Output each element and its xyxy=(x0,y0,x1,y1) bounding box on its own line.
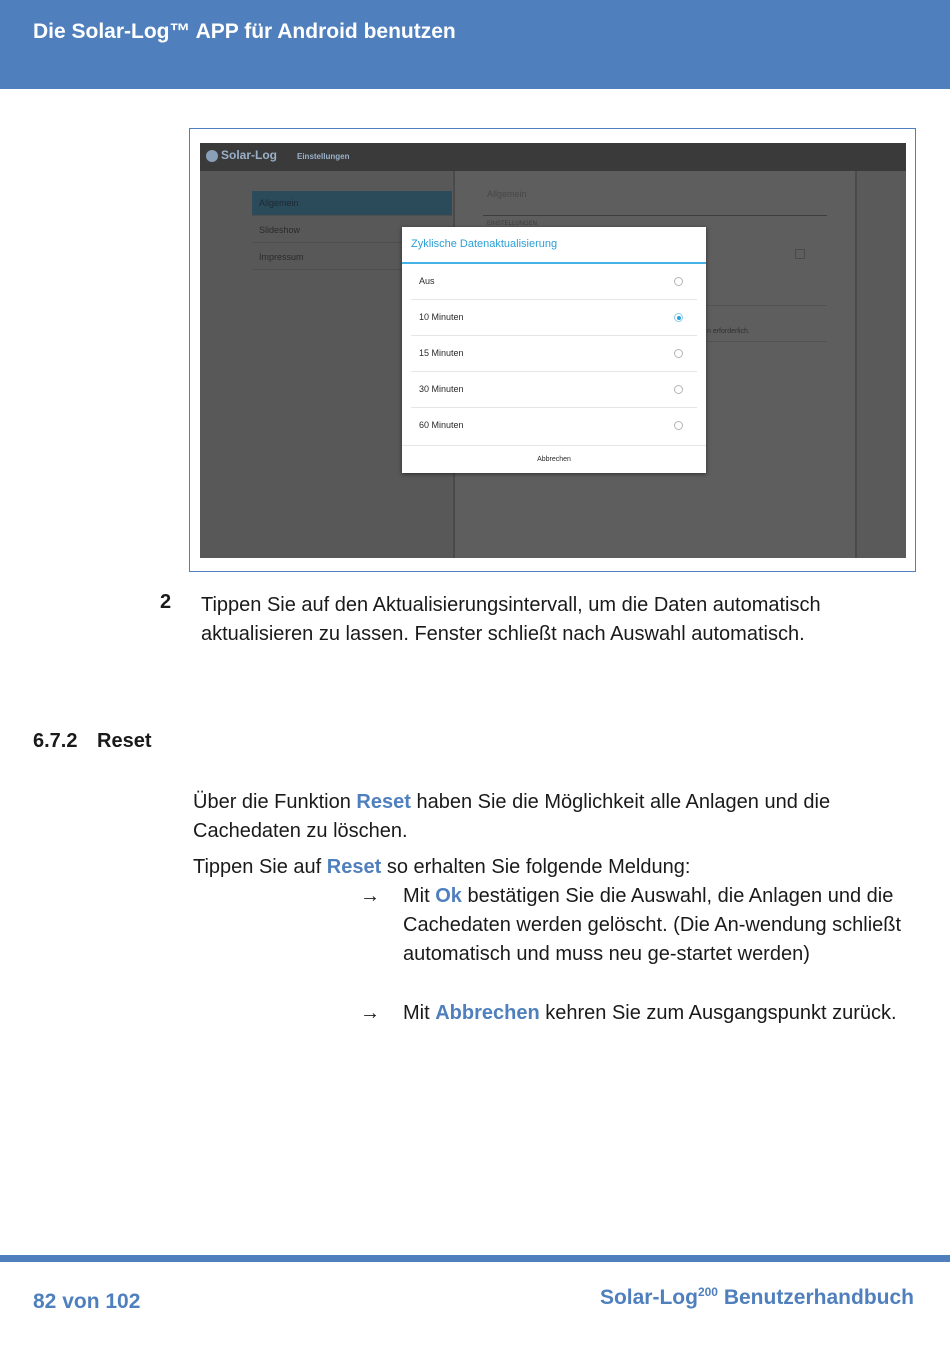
dialog-cancel-button[interactable]: Abbrechen xyxy=(402,445,706,474)
step-text: Tippen Sie auf den Aktualisierungsintervall, um die Daten automatisch aktualisieren zu lassen. Fenster schließt nach Auswahl automatisch. xyxy=(201,594,821,645)
app-bar-title: Einstellungen xyxy=(297,152,350,161)
page-header xyxy=(0,0,950,89)
option-label: Aus xyxy=(419,276,435,286)
option-15-minuten[interactable] xyxy=(402,336,706,372)
solar-log-logo: Solar-Log xyxy=(206,148,277,162)
nav-item-allgemein[interactable]: Allgemein xyxy=(252,191,452,216)
nav-item-slideshow[interactable]: Slideshow xyxy=(252,218,452,243)
highlight-reset: Reset xyxy=(326,856,382,878)
radio-icon[interactable] xyxy=(674,277,683,286)
arrow-right-icon: → xyxy=(360,1002,380,1024)
detail-note: n erforderlich. xyxy=(707,328,750,335)
radio-icon[interactable] xyxy=(674,349,683,358)
highlight-ok: Ok xyxy=(435,885,462,907)
bullet-ok xyxy=(360,882,920,969)
screenshot-frame xyxy=(189,128,916,572)
detail-heading: Allgemein xyxy=(487,189,527,199)
update-interval-dialog xyxy=(402,227,706,473)
app-screenshot xyxy=(200,143,906,558)
bullet-text: Mit Ok bestätigen Sie die Auswahl, die Anlagen und die Cachedaten werden gelöscht. (Die An-wendung schließt automatisch und muss neu ge-startet werden) xyxy=(403,885,902,965)
option-label: 30 Minuten xyxy=(419,384,464,394)
radio-icon[interactable] xyxy=(674,421,683,430)
app-action-bar xyxy=(200,143,906,171)
option-60-minuten[interactable] xyxy=(402,408,706,444)
radio-selected-icon[interactable] xyxy=(674,313,683,322)
setting-checkbox[interactable] xyxy=(795,249,805,259)
option-aus[interactable] xyxy=(402,264,706,300)
bullet-text: Mit Abbrechen kehren Sie zum Ausgangspunkt zurück. xyxy=(403,1002,897,1024)
page-number: 82 von 102 xyxy=(33,1290,141,1313)
header-title: Die Solar-Log™ APP für Android benutzen xyxy=(33,20,456,43)
highlight-abbrechen: Abbrechen xyxy=(435,1002,540,1024)
option-10-minuten[interactable] xyxy=(402,300,706,336)
option-30-minuten[interactable] xyxy=(402,372,706,408)
section-title: Reset xyxy=(97,730,152,752)
paragraph-reset-intro: Über die Funktion Reset haben Sie die Möglichkeit alle Anlagen und die Cachedaten zu löschen. xyxy=(193,791,831,842)
paragraph-reset-tap: Tippen Sie auf Reset so erhalten Sie folgende Meldung: xyxy=(193,856,691,878)
radio-icon[interactable] xyxy=(674,385,683,394)
footer-product: Solar-Log$^{200}$ Benutzerhandbuch xyxy=(599,1285,914,1309)
arrow-right-icon: → xyxy=(360,885,380,907)
section-number: 6.7.2 xyxy=(33,730,78,752)
highlight-reset: Reset xyxy=(356,791,411,813)
logo-sun-icon xyxy=(206,150,218,162)
footer-rule xyxy=(0,1255,950,1262)
step-number: 2 xyxy=(160,591,172,613)
option-label: 15 Minuten xyxy=(419,348,464,358)
divider xyxy=(483,215,827,216)
dialog-title: Zyklische Datenaktualisierung xyxy=(411,238,558,250)
nav-item-impressum[interactable]: Impressum xyxy=(252,245,452,270)
option-label: 10 Minuten xyxy=(419,312,464,322)
detail-subheading: EINSTELLUNGEN xyxy=(487,221,538,227)
option-label: 60 Minuten xyxy=(419,420,464,430)
bullet-abbrechen xyxy=(360,999,920,1028)
